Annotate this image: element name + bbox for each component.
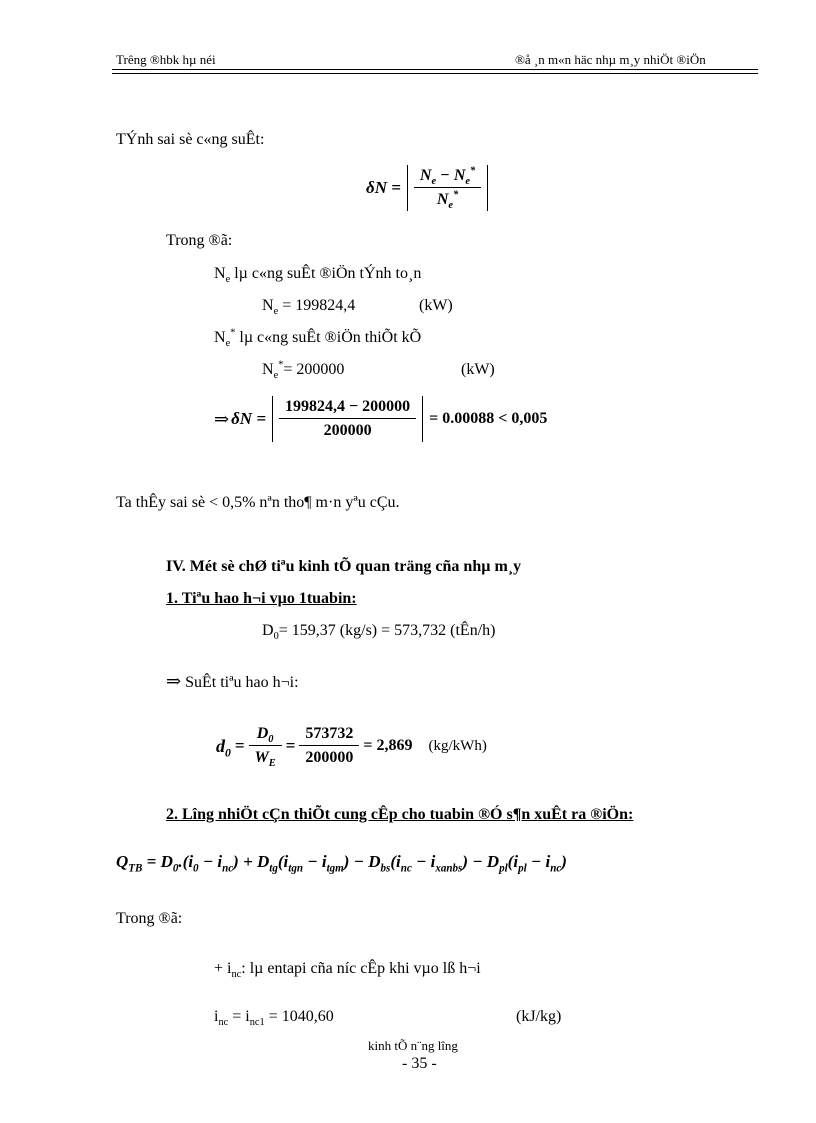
error-conclusion: Ta thÊy sai sè < 0,5% nªn tho¶ m·n yªu cÇu.	[116, 494, 400, 511]
formula-delta-n-lhs: δN =	[366, 178, 401, 197]
header-left: Trêng ®hbk hµ néi	[116, 52, 216, 67]
section-iv-title: IV. Mét sè chØ tiªu kinh tÕ quan träng cña nhµ m¸y	[166, 558, 522, 575]
trong-do-1: Trong ®ã:	[166, 232, 233, 249]
inc-value: $i_{nc} = i_{nc1} = 1040,60$	[214, 1008, 334, 1029]
error-intro: TÝnh sai sè c«ng suÊt:	[116, 131, 265, 148]
trong-do-2: Trong ®ã:	[116, 910, 183, 927]
page-number: - 35 -	[402, 1055, 437, 1072]
ne-star-value: $N_e^*= 200000$	[262, 359, 345, 382]
implies-arrow: ⇒	[214, 408, 230, 429]
inc-definition: + $i_{nc}$: lµ entapi cña níc cÊp khi vµo lß h¬i	[214, 960, 481, 981]
d0-value: $D_0= 159,37$ (kg/s) = 573,732 (tÊn/h)	[262, 622, 496, 643]
formula-delta-n-result: ⇒ δN = $\frac{199824,4 - 200000}{200000}$ = 0.00088 < 0,005	[214, 392, 547, 446]
formula-delta-n	[366, 160, 488, 216]
d0-unit: (kg/kWh)	[428, 737, 487, 754]
header-right: ®å ¸n m«n häc nhµ m¸y nhiÖt ®iÖn	[515, 52, 706, 67]
section-iv-2-title: 2. Lîng nhiÖt cÇn thiÕt cung cÊp cho tuabin ®Ó s¶n xuÊt ra ®iÖn:	[166, 806, 634, 823]
header-rule-thick	[112, 69, 758, 70]
ne-value: $N_e = 199824,4$	[262, 297, 356, 318]
header-rule-thin	[112, 73, 758, 74]
ne-unit: (kW)	[419, 297, 453, 314]
ne-star-unit: (kW)	[461, 361, 495, 378]
suat-tieu-hao: ⇒ SuÊt tiªu hao h¬i:	[166, 671, 299, 691]
ne-star-definition: $N_e^*$ lµ c«ng suÊt ®iÖn thiÕt kÕ	[214, 327, 422, 350]
formula-delta-n-abs: $\frac{N_e - N_e^*}{N_e^*}$	[407, 165, 488, 211]
inc-unit: (kJ/kg)	[516, 1008, 562, 1025]
section-iv-1-title: 1. Tiªu hao h¬i vµo 1tuabin:	[166, 590, 357, 607]
footer-label: kinh tÕ n¨ng lîng	[368, 1038, 458, 1053]
formula-qtb: $Q_{TB} = D_0.(i_0 - i_{nc}) + D_{tg}(i_{tgn} - i_{tgm}) - D_{bs}(i_{nc} - i_{xanbs}) - D_{pl}(i_{pl} - i_{nc})$	[116, 852, 567, 875]
ne-definition: $N_e$ lµ c«ng suÊt ®iÖn tÝnh to¸n	[214, 265, 422, 286]
implies-arrow-2: ⇒	[166, 671, 182, 691]
formula-d0: $d_0$ = $\frac{D_0}{W_E}$ = $\frac{573732}{200000}$ = 2,869 (kg/kWh)	[216, 725, 487, 770]
